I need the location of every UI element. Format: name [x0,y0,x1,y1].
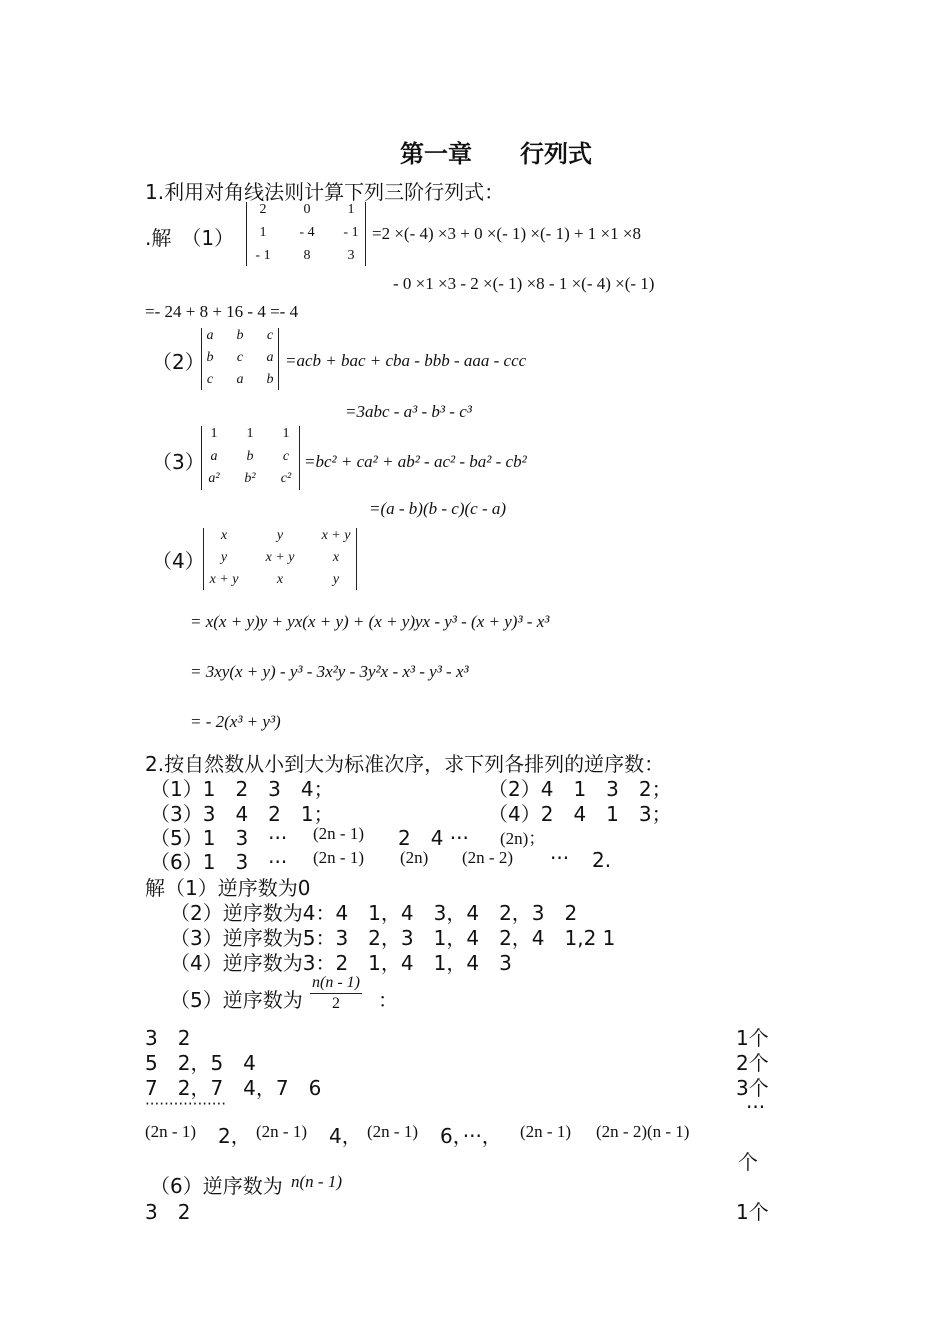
det4-cell: x [220,528,228,543]
last-row-expr-5: (2n - 2)(n - 1) [596,1122,690,1141]
determinant-4 [203,528,357,590]
part-2-label: （2） [152,350,205,374]
item-6-ellipsis: ··· [550,846,570,870]
part-1-label: .解 （1） [145,226,235,250]
det2-cell: b [206,350,214,365]
solution-4: （4）逆序数为3：2 1，4 1，4 3 [170,951,512,975]
pair-row-6-1-count: 1个 [736,1200,769,1224]
part-3-label: （3） [152,450,205,474]
last-row-text-2: 4， [329,1124,362,1148]
part-4-equation-3: = - 2(x³ + y³) [190,712,281,731]
determinant-2 [201,328,279,390]
part-1-equation-3: =- 24 + 8 + 16 - 4 =- 4 [145,302,299,321]
fraction-numerator: n(n - 1) [310,974,362,994]
last-row-expr-3: (2n - 1) [367,1122,418,1141]
question-1-prompt: 1.利用对角线法则计算下列三阶行列式： [145,180,505,204]
question-2-prompt: 2.按自然数从小到大为标准次序，求下列各排列的逆序数： [145,752,665,776]
det2-cell: c [236,350,244,365]
det2-cell: a [236,372,244,387]
det1-cell: 3 [347,248,355,263]
item-6-end: 2. [592,848,612,872]
last-row-expr-2: (2n - 1) [256,1122,307,1141]
part-4-label: （4） [152,549,205,573]
solution-6-expr: n(n - 1) [291,1172,342,1191]
det2-cell: a [206,328,214,343]
det1-cell: 0 [303,202,311,217]
item-5-mid: 2 4 ··· [398,826,469,850]
det1-cell: 1 [259,225,267,240]
det4-cell: y [276,528,284,543]
pair-row-3: 7 2，7 4，7 6 [145,1076,322,1100]
det4-cell: x + y [265,550,295,565]
chapter-title: 第一章 行列式 [400,140,592,168]
last-row-count: 个 [738,1150,758,1174]
pair-row-1: 3 2 [145,1026,191,1050]
part-2-equation-2: =3abc - a³ - b³ - c³ [345,402,472,421]
solution-1: 解（1）逆序数为0 [145,876,311,900]
det2-cell: a [266,350,274,365]
det4-cell: x + y [209,572,239,587]
determinant-3 [201,426,300,490]
pair-row-2: 5 2，5 4 [145,1051,256,1075]
item-6-expr-2: (2n) [400,848,429,867]
last-row-expr-1: (2n - 1) [145,1122,196,1141]
det2-cell: c [206,372,214,387]
part-4-equation-1: = x(x + y)y + yx(x + y) + (x + y)yx - y³ - (x + y)³ - x³ [190,612,550,631]
item-5-start: （5）1 3 ··· [150,826,288,850]
item-6-start: （6）1 3 ··· [150,850,288,874]
det1-cell: - 1 [255,248,271,263]
part-1-equation-1: =2 ×(- 4) ×3 + 0 ×(- 1) ×(- 1) + 1 ×1 ×8 [372,224,641,243]
det3-cell: c [282,449,290,464]
part-2-equation-1: =acb + bac + cba - bbb - aaa - ccc [285,351,527,370]
det4-cell: x [332,550,340,565]
det1-cell: 8 [303,248,311,263]
pair-row-2-count: 2个 [736,1051,769,1075]
pair-row-6-1: 3 2 [145,1200,191,1224]
pair-row-3-count: 3个 [736,1076,769,1100]
item-5-expr-2: (2n)； [500,829,546,848]
det4-cell: x + y [321,528,351,543]
fraction-denominator: 2 [331,995,340,1012]
item-3: （3）3 4 2 1； [150,802,334,826]
dotted-row: ················· [145,1095,227,1113]
part-3-equation-2: =(a - b)(b - c)(c - a) [369,499,507,518]
det2-cell: c [266,328,274,343]
solution-2: （2）逆序数为4：4 1，4 3，4 2，3 2 [170,901,578,925]
solution-3: （3）逆序数为5：3 2，3 1，4 2，4 1,2 1 [170,926,616,950]
det1-cell: 1 [347,202,355,217]
det3-cell: c² [280,471,292,486]
det4-cell: x [276,572,284,587]
det3-cell: a [210,449,218,464]
item-4: （4）2 4 1 3； [488,802,672,826]
determinant-1 [246,202,366,266]
det1-cell: - 4 [299,225,315,240]
last-row-expr-4: (2n - 1) [520,1122,571,1141]
det4-cell: y [220,550,228,565]
det1-cell: - 1 [343,225,359,240]
solution-5-colon: ： [378,988,398,1012]
solution-5-label: （5）逆序数为 [170,988,303,1012]
det3-cell: b [246,449,254,464]
part-3-equation-1: =bc² + ca² + ab² - ac² - ba² - cb² [304,452,527,471]
item-1: （1）1 2 3 4； [150,777,334,801]
item-5-expr-1: (2n - 1) [313,824,364,843]
last-row-text-1: 2， [218,1124,251,1148]
det3-cell: a² [208,471,220,486]
det1-cell: 2 [259,202,267,217]
solution-6-label: （6）逆序数为 [150,1174,283,1198]
item-2: （2）4 1 3 2； [488,777,672,801]
det4-cell: y [332,572,340,587]
part-4-equation-2: = 3xy(x + y) - y³ - 3x²y - 3y²x - x³ - y³ - x³ [190,662,469,681]
pair-row-1-count: 1个 [736,1026,769,1050]
item-6-expr-1: (2n - 1) [313,848,364,867]
det3-cell: 1 [210,426,218,441]
det2-cell: b [236,328,244,343]
last-row-text-3: 6，···， [440,1124,502,1148]
det2-cell: b [266,372,274,387]
det3-cell: b² [244,471,256,486]
det3-cell: 1 [246,426,254,441]
solution-5-fraction [310,974,362,1013]
det3-cell: 1 [282,426,290,441]
item-6-expr-3: (2n - 2) [462,848,513,867]
part-1-equation-2: - 0 ×1 ×3 - 2 ×(- 1) ×8 - 1 ×(- 4) ×(- 1) [393,274,655,293]
dotted-row-right: ··· [746,1095,766,1119]
